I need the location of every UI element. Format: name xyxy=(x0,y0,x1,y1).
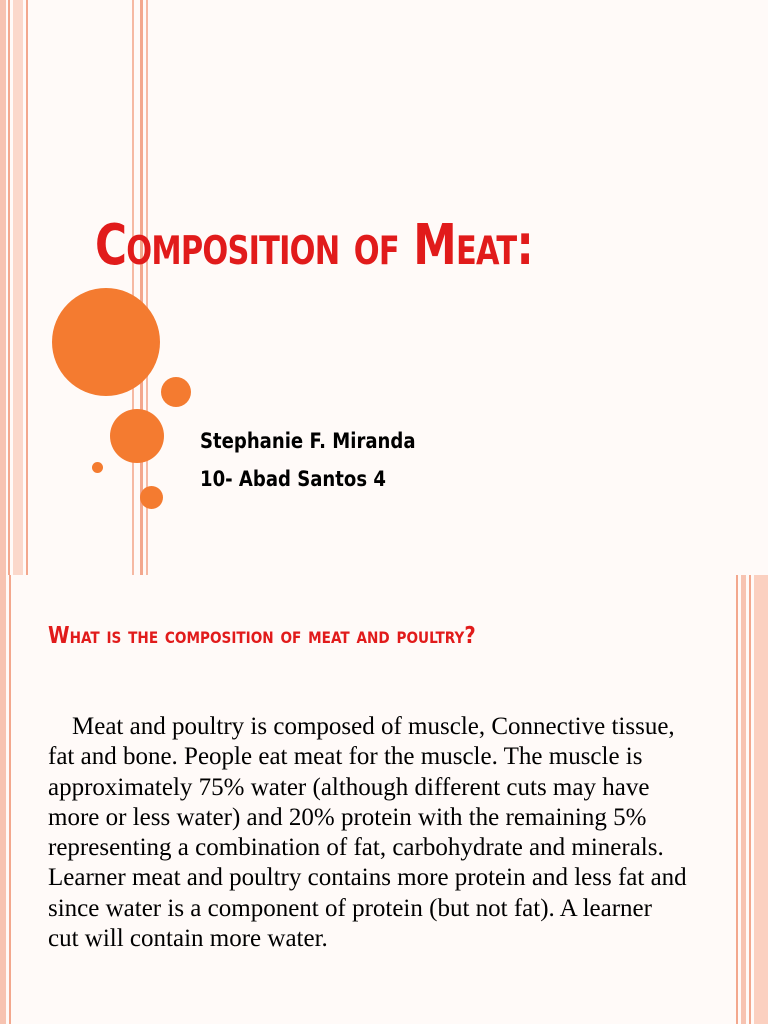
decorative-stripe xyxy=(132,0,134,575)
decorative-stripe xyxy=(13,0,23,575)
decorative-stripe xyxy=(8,0,10,575)
body-paragraph: Meat and poultry is composed of muscle, Connective tissue, fat and bone. People eat meat for the muscle. The muscle is approximately 75% water (although different cuts may have more or less water) and 20% protein with the remaining 5% representing a combination of fat, carbohydrate and minerals. Learner meat and poultry contains more protein and less fat and since water is a component of protein (but not fat). A learner cut will contain more water. xyxy=(48,713,687,953)
slide-title: Composition of Meat: xyxy=(95,213,534,278)
small-circle-shape xyxy=(161,377,191,407)
class-section: 10- Abad Santos 4 xyxy=(200,467,386,491)
decorative-stripe xyxy=(736,575,738,1024)
tiny-circle-shape xyxy=(92,462,103,473)
small-circle-shape xyxy=(140,486,163,509)
decorative-stripe xyxy=(0,575,6,1024)
decorative-stripe xyxy=(9,575,11,1024)
decorative-stripe xyxy=(749,575,751,1024)
large-circle-shape xyxy=(52,288,160,396)
decorative-stripe xyxy=(26,0,28,575)
medium-circle-shape xyxy=(110,409,164,463)
decorative-stripe xyxy=(741,575,746,1024)
decorative-stripe xyxy=(754,575,768,1024)
slide-heading: What is the composition of meat and poultry? xyxy=(48,623,476,649)
author-name: Stephanie F. Miranda xyxy=(200,429,416,453)
content-slide xyxy=(0,575,768,1024)
decorative-stripe xyxy=(0,0,6,575)
